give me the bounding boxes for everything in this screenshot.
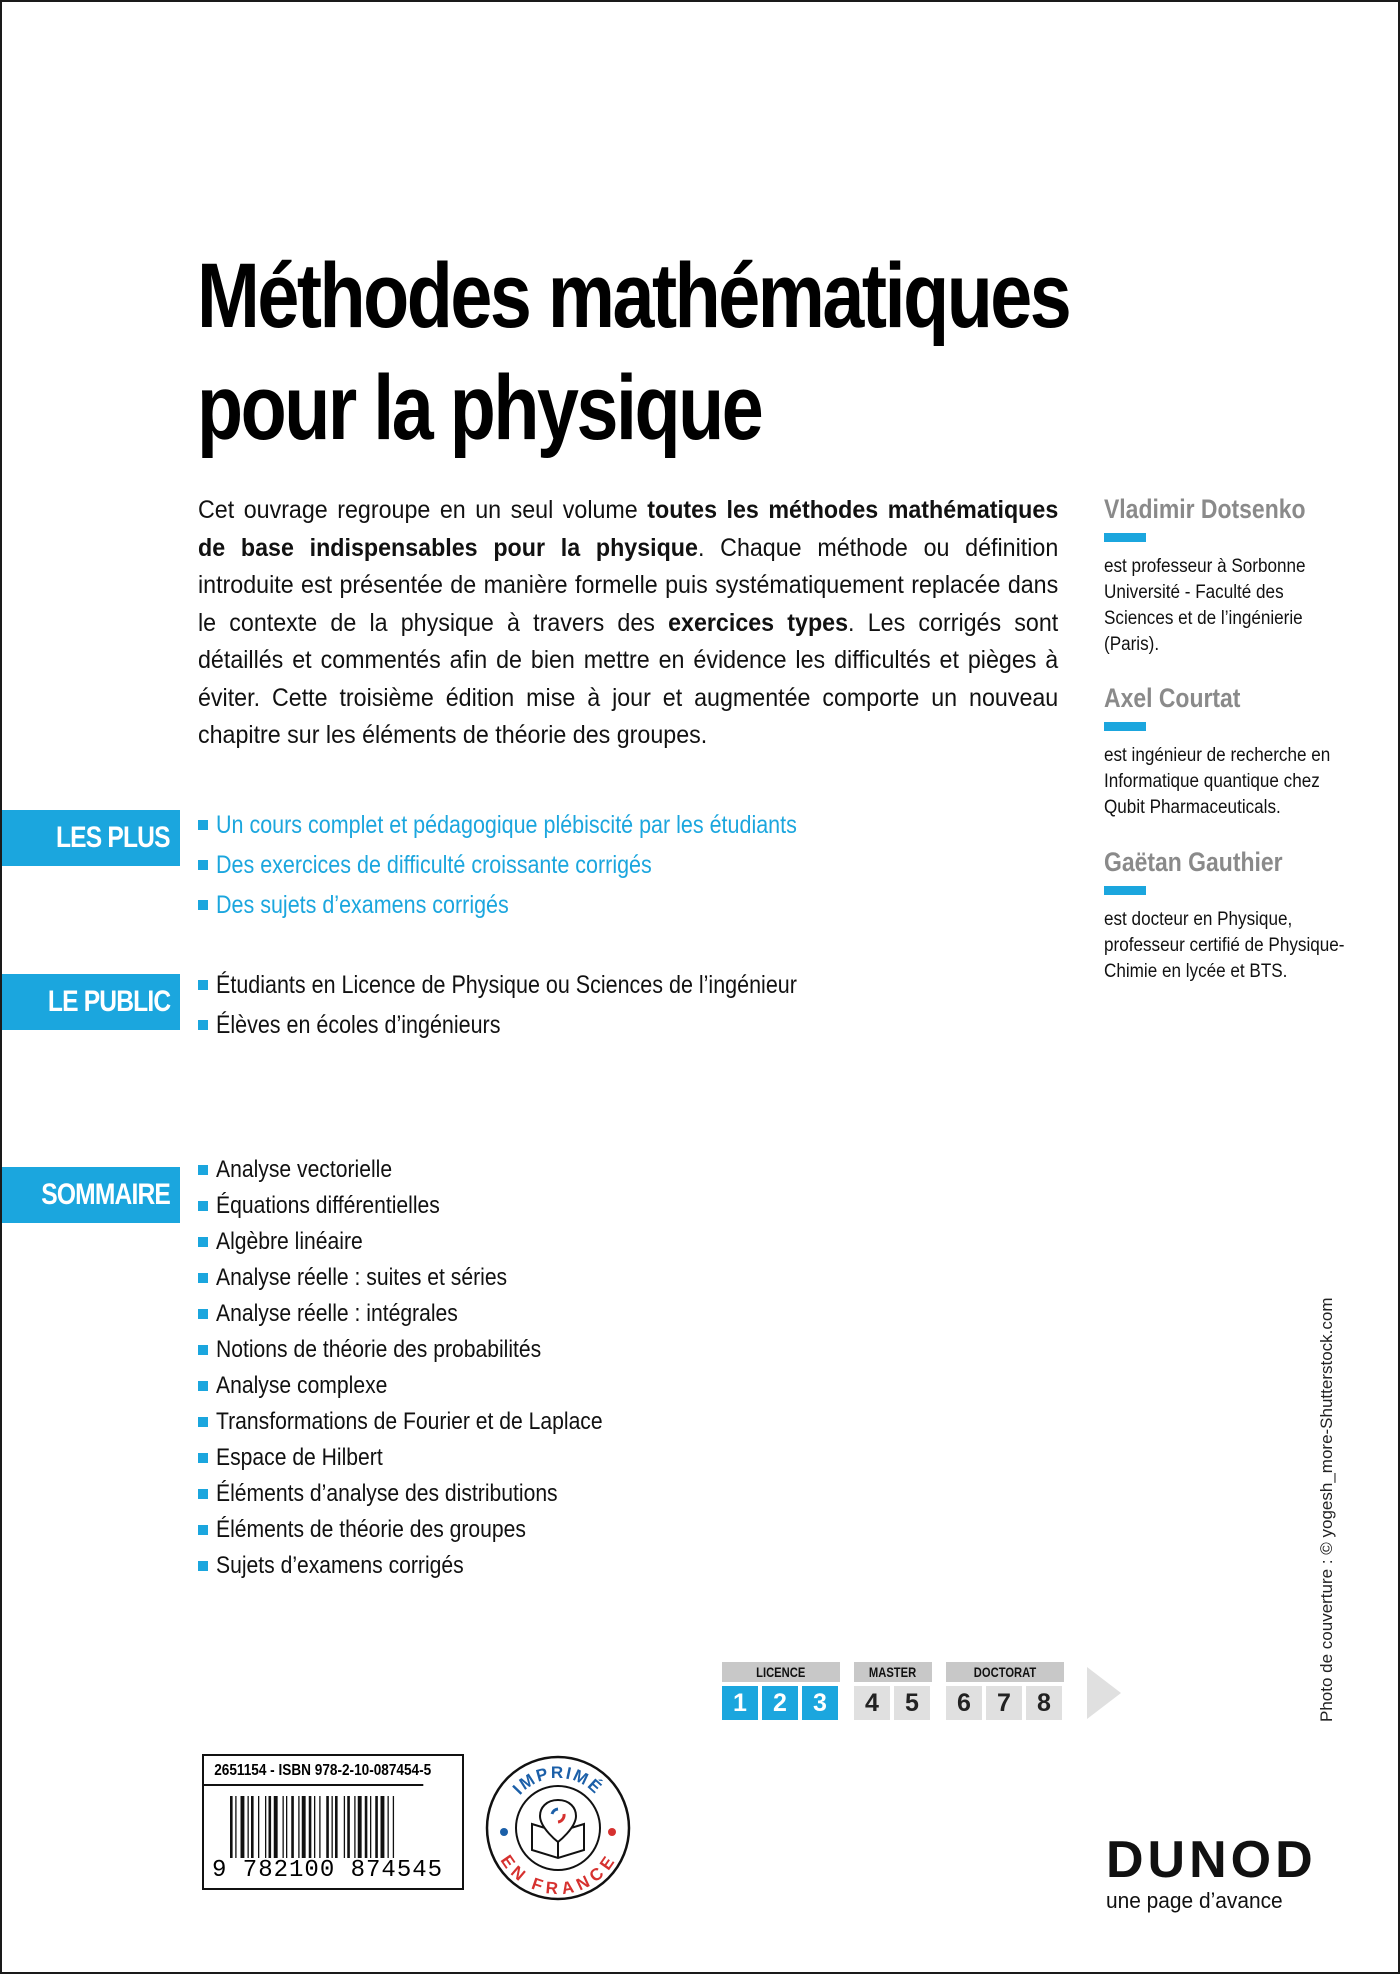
level-title xyxy=(722,1662,840,1682)
author-accent-bar xyxy=(1104,533,1146,542)
bullet-square-icon xyxy=(198,1381,208,1391)
list-item xyxy=(198,1188,655,1224)
bullet-square-icon xyxy=(198,1273,208,1283)
list-item-text: Des exercices de difficulté croissante corrigés xyxy=(216,851,652,879)
bullet-square-icon xyxy=(198,860,208,870)
list-item-text: Notions de théorie des probabilités xyxy=(216,1336,542,1363)
author-name: Axel Courtat xyxy=(1104,683,1241,713)
level-numbers xyxy=(946,1686,1064,1720)
author-accent-bar xyxy=(1104,722,1146,731)
barcode-box xyxy=(202,1754,464,1890)
bullet-square-icon xyxy=(198,1525,208,1535)
bullet-square-icon xyxy=(198,1345,208,1355)
intro-part: Cet ouvrage regroupe en un seul volume xyxy=(198,496,648,524)
list-item xyxy=(198,1224,655,1260)
book-title xyxy=(197,240,1070,464)
list-item-text: Éléments de théorie des groupes xyxy=(216,1516,526,1543)
level-number: 8 xyxy=(1026,1686,1062,1720)
list-item xyxy=(198,1260,655,1296)
author-bio: est ingénieur de recherche en Informatique quantique chez Qubit Pharmaceuticals. xyxy=(1104,745,1331,818)
bullet-square-icon xyxy=(198,1489,208,1499)
sommaire-list xyxy=(198,1152,655,1584)
publisher-tagline: une page d’avance xyxy=(1106,1888,1283,1913)
level-number: 7 xyxy=(986,1686,1022,1720)
bullet-square-icon xyxy=(198,820,208,830)
dunod-logo: DUNOD xyxy=(1106,1831,1317,1889)
publisher-brand xyxy=(1106,1831,1317,1914)
les-plus-list xyxy=(198,805,891,925)
list-item xyxy=(198,1005,891,1045)
level-group-master xyxy=(854,1662,932,1720)
les-plus-label-text: LES PLUS xyxy=(56,821,170,854)
bullet-square-icon xyxy=(198,1165,208,1175)
list-item xyxy=(198,885,891,925)
author-bio: est docteur en Physique, professeur certifié de Physique-Chimie en lycée et BTS. xyxy=(1104,909,1345,982)
list-item-text: Analyse réelle : intégrales xyxy=(216,1300,458,1327)
bullet-square-icon xyxy=(198,900,208,910)
list-item xyxy=(198,805,891,845)
le-public-label-text: LE PUBLIC xyxy=(47,985,170,1018)
title-line-2: pour la physique xyxy=(197,357,762,459)
bullet-square-icon xyxy=(198,1201,208,1211)
list-item xyxy=(198,1476,655,1512)
intro-paragraph xyxy=(198,492,1058,755)
level-number: 4 xyxy=(854,1686,890,1720)
bullet-square-icon xyxy=(198,1561,208,1571)
isbn-line: 2651154 - ISBN 978-2-10-087454-5 xyxy=(204,1756,423,1786)
bullet-square-icon xyxy=(198,1020,208,1030)
imprime-en-france-seal-icon xyxy=(484,1754,632,1902)
level-title-text: DOCTORAT xyxy=(973,1664,1037,1680)
author-accent-bar xyxy=(1104,886,1146,895)
level-numbers xyxy=(722,1686,840,1720)
list-item xyxy=(198,1332,655,1368)
bullet-square-icon xyxy=(198,1453,208,1463)
list-item-text: Sujets d’examens corrigés xyxy=(216,1552,464,1579)
author-bio: est professeur à Sorbonne Université - Faculté des Sciences et de l’ingénierie (Paris). xyxy=(1104,556,1306,655)
seal-top-text: IMPRIMÉ xyxy=(508,1763,607,1799)
intro-part-bold: toutes les méthodes mathématiques de base indispensables pour la physique xyxy=(198,496,1059,562)
list-item xyxy=(198,845,891,885)
level-number: 3 xyxy=(802,1686,838,1720)
author-name: Vladimir Dotsenko xyxy=(1104,494,1306,524)
bullet-square-icon xyxy=(198,1309,208,1319)
list-item xyxy=(198,1440,655,1476)
level-number: 6 xyxy=(946,1686,982,1720)
list-item xyxy=(198,1152,655,1188)
bullet-square-icon xyxy=(198,980,208,990)
level-title-text: MASTER xyxy=(869,1664,917,1680)
list-item-text: Éléments d’analyse des distributions xyxy=(216,1480,558,1507)
les-plus-label xyxy=(2,810,180,866)
level-numbers xyxy=(854,1686,932,1720)
author-block xyxy=(1104,847,1354,985)
level-title xyxy=(854,1662,932,1682)
bullet-square-icon xyxy=(198,1237,208,1247)
list-item xyxy=(198,1512,655,1548)
level-group-licence xyxy=(722,1662,840,1720)
intro-part: . Chaque méthode ou définition introduite est présentée de manière formelle puis systématiquement replacée dans le contexte de la physique à travers des xyxy=(198,533,1059,637)
intro-part-bold: exercices types xyxy=(668,608,849,637)
list-item-text: Analyse réelle : suites et séries xyxy=(216,1264,508,1291)
level-arrow-icon xyxy=(1087,1667,1121,1719)
author-name: Gaëtan Gauthier xyxy=(1104,847,1283,877)
list-item-text: Équations différentielles xyxy=(216,1192,440,1219)
list-item-text: Algèbre linéaire xyxy=(216,1228,363,1255)
list-item-text: Un cours complet et pédagogique plébiscité par les étudiants xyxy=(216,811,797,839)
author-block xyxy=(1104,683,1354,821)
list-item-text: Analyse vectorielle xyxy=(216,1156,393,1183)
author-block xyxy=(1104,494,1354,658)
list-item-text: Étudiants en Licence de Physique ou Sciences de l’ingénieur xyxy=(216,971,797,999)
list-item xyxy=(198,965,891,1005)
le-public-label xyxy=(2,974,180,1030)
level-number: 2 xyxy=(762,1686,798,1720)
list-item-text: Élèves en écoles d’ingénieurs xyxy=(216,1011,501,1039)
list-item-text: Espace de Hilbert xyxy=(216,1444,383,1471)
barcode-icon xyxy=(230,1796,445,1858)
seal-bottom-text: EN FRANCE xyxy=(496,1851,620,1899)
list-item xyxy=(198,1368,655,1404)
barcode-digits: 9 782100 874545 xyxy=(212,1857,444,1884)
sommaire-label xyxy=(2,1167,180,1223)
list-item xyxy=(198,1404,655,1440)
title-line-1: Méthodes mathématiques xyxy=(197,245,1070,347)
list-item-text: Analyse complexe xyxy=(216,1372,388,1399)
list-item xyxy=(198,1548,655,1584)
le-public-list xyxy=(198,965,891,1045)
level-title-text: LICENCE xyxy=(756,1664,806,1680)
level-title xyxy=(946,1662,1064,1682)
sommaire-label-text: SOMMAIRE xyxy=(41,1178,170,1211)
level-number: 5 xyxy=(894,1686,930,1720)
list-item xyxy=(198,1296,655,1332)
list-item-text: Des sujets d’examens corrigés xyxy=(216,891,509,919)
bullet-square-icon xyxy=(198,1417,208,1427)
list-item-text: Transformations de Fourier et de Laplace xyxy=(216,1408,603,1435)
level-group-doctorat xyxy=(946,1662,1064,1720)
intro-part: . Les corrigés sont détaillés et commentés afin de bien mettre en évidence les difficultés et pièges à éviter. Cette troisième édition mise à jour et augmentée comporte un nouveau chapitre sur les éléments de théorie des groupes. xyxy=(198,608,1059,749)
level-number: 1 xyxy=(722,1686,758,1720)
photo-credit: Photo de couverture : © yogesh_more-Shutterstock.com xyxy=(1317,1297,1336,1722)
